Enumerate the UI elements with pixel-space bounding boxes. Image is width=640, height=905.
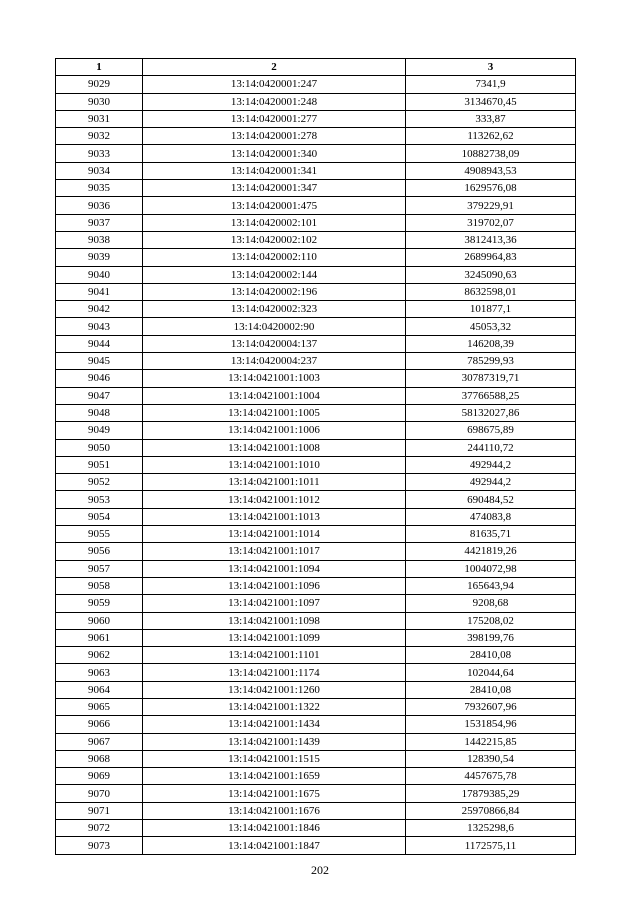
- row-number-cell: 9056: [56, 543, 143, 560]
- row-number-cell: 9067: [56, 733, 143, 750]
- table-row: [56, 231, 576, 248]
- value-cell: 492944,2: [406, 474, 576, 491]
- cadastral-number-cell: 13:14:0421001:1675: [143, 785, 406, 802]
- row-number-cell: 9065: [56, 698, 143, 715]
- table-row: [56, 664, 576, 681]
- row-number-cell: 9049: [56, 422, 143, 439]
- cadastral-number-cell: 13:14:0421001:1006: [143, 422, 406, 439]
- cadastral-number-cell: 13:14:0420004:237: [143, 353, 406, 370]
- row-number-cell: 9064: [56, 681, 143, 698]
- cadastral-number-cell: 13:14:0420004:137: [143, 335, 406, 352]
- row-number-cell: 9055: [56, 526, 143, 543]
- table-row: [56, 647, 576, 664]
- cadastral-number-cell: 13:14:0420001:278: [143, 128, 406, 145]
- row-number-cell: 9042: [56, 301, 143, 318]
- table-row: [56, 526, 576, 543]
- cadastral-number-cell: 13:14:0421001:1174: [143, 664, 406, 681]
- row-number-cell: 9029: [56, 76, 143, 93]
- table-row: [56, 474, 576, 491]
- row-number-cell: 9070: [56, 785, 143, 802]
- cadastral-number-cell: 13:14:0420002:90: [143, 318, 406, 335]
- table-row: [56, 387, 576, 404]
- row-number-cell: 9031: [56, 110, 143, 127]
- table-row: [56, 456, 576, 473]
- cadastral-number-cell: 13:14:0421001:1094: [143, 560, 406, 577]
- cadastral-number-cell: 13:14:0421001:1014: [143, 526, 406, 543]
- page-number: 202: [311, 863, 329, 877]
- table-row: [56, 76, 576, 93]
- value-cell: 7341,9: [406, 76, 576, 93]
- value-cell: 3245090,63: [406, 266, 576, 283]
- value-cell: 113262,62: [406, 128, 576, 145]
- cadastral-number-cell: 13:14:0421001:1434: [143, 716, 406, 733]
- table-row: [56, 283, 576, 300]
- value-cell: 492944,2: [406, 456, 576, 473]
- table-row: [56, 560, 576, 577]
- row-number-cell: 9045: [56, 353, 143, 370]
- row-number-cell: 9032: [56, 128, 143, 145]
- row-number-cell: 9066: [56, 716, 143, 733]
- value-cell: 1531854,96: [406, 716, 576, 733]
- cadastral-number-cell: 13:14:0421001:1099: [143, 629, 406, 646]
- row-number-cell: 9061: [56, 629, 143, 646]
- cadastral-number-cell: 13:14:0421001:1846: [143, 820, 406, 837]
- row-number-cell: 9038: [56, 231, 143, 248]
- row-number-cell: 9041: [56, 283, 143, 300]
- table-row: [56, 422, 576, 439]
- table-row: [56, 750, 576, 767]
- cadastral-number-cell: 13:14:0421001:1659: [143, 768, 406, 785]
- table-row: [56, 266, 576, 283]
- row-number-cell: 9048: [56, 404, 143, 421]
- cadastral-number-cell: 13:14:0421001:1008: [143, 439, 406, 456]
- cadastral-number-cell: 13:14:0421001:1101: [143, 647, 406, 664]
- row-number-cell: 9060: [56, 612, 143, 629]
- table-body: [56, 76, 576, 854]
- table-row: [56, 180, 576, 197]
- value-cell: 785299,93: [406, 353, 576, 370]
- column-header-1: 1: [56, 59, 143, 76]
- table-row: [56, 768, 576, 785]
- value-cell: 128390,54: [406, 750, 576, 767]
- table-row: [56, 93, 576, 110]
- value-cell: 3812413,36: [406, 231, 576, 248]
- value-cell: 175208,02: [406, 612, 576, 629]
- value-cell: 690484,52: [406, 491, 576, 508]
- table-row: [56, 698, 576, 715]
- value-cell: 4908943,53: [406, 162, 576, 179]
- value-cell: 7932607,96: [406, 698, 576, 715]
- table-row: [56, 162, 576, 179]
- cadastral-number-cell: 13:14:0421001:1847: [143, 837, 406, 854]
- cadastral-number-cell: 13:14:0421001:1322: [143, 698, 406, 715]
- column-header-3: 3: [406, 59, 576, 76]
- table-row: [56, 128, 576, 145]
- value-cell: 37766588,25: [406, 387, 576, 404]
- cadastral-number-cell: 13:14:0421001:1011: [143, 474, 406, 491]
- cadastral-number-cell: 13:14:0420002:102: [143, 231, 406, 248]
- table-row: [56, 214, 576, 231]
- row-number-cell: 9072: [56, 820, 143, 837]
- cadastral-number-cell: 13:14:0420001:340: [143, 145, 406, 162]
- table-row: [56, 335, 576, 352]
- row-number-cell: 9069: [56, 768, 143, 785]
- table-row: [56, 370, 576, 387]
- cadastral-number-cell: 13:14:0420001:341: [143, 162, 406, 179]
- cadastral-number-cell: 13:14:0420002:323: [143, 301, 406, 318]
- column-header-2: 2: [143, 59, 406, 76]
- cadastral-number-cell: 13:14:0421001:1003: [143, 370, 406, 387]
- cadastral-number-cell: 13:14:0421001:1013: [143, 508, 406, 525]
- cadastral-number-cell: 13:14:0421001:1010: [143, 456, 406, 473]
- value-cell: 3134670,45: [406, 93, 576, 110]
- row-number-cell: 9043: [56, 318, 143, 335]
- row-number-cell: 9033: [56, 145, 143, 162]
- value-cell: 58132027,86: [406, 404, 576, 421]
- table-row: [56, 837, 576, 854]
- cadastral-number-cell: 13:14:0420002:110: [143, 249, 406, 266]
- cadastral-number-cell: 13:14:0421001:1098: [143, 612, 406, 629]
- table-row: [56, 577, 576, 594]
- value-cell: 1325298,6: [406, 820, 576, 837]
- table-row: [56, 404, 576, 421]
- table-row: [56, 197, 576, 214]
- row-number-cell: 9059: [56, 595, 143, 612]
- row-number-cell: 9039: [56, 249, 143, 266]
- value-cell: 102044,64: [406, 664, 576, 681]
- cadastral-number-cell: 13:14:0420001:248: [143, 93, 406, 110]
- cadastral-number-cell: 13:14:0421001:1515: [143, 750, 406, 767]
- value-cell: 8632598,01: [406, 283, 576, 300]
- table-row: [56, 820, 576, 837]
- value-cell: 28410,08: [406, 681, 576, 698]
- value-cell: 379229,91: [406, 197, 576, 214]
- value-cell: 165643,94: [406, 577, 576, 594]
- value-cell: 319702,07: [406, 214, 576, 231]
- row-number-cell: 9054: [56, 508, 143, 525]
- value-cell: 244110,72: [406, 439, 576, 456]
- cadastral-number-cell: 13:14:0421001:1012: [143, 491, 406, 508]
- row-number-cell: 9037: [56, 214, 143, 231]
- row-number-cell: 9073: [56, 837, 143, 854]
- value-cell: 146208,39: [406, 335, 576, 352]
- row-number-cell: 9058: [56, 577, 143, 594]
- row-number-cell: 9044: [56, 335, 143, 352]
- table-row: [56, 733, 576, 750]
- row-number-cell: 9062: [56, 647, 143, 664]
- value-cell: 10882738,09: [406, 145, 576, 162]
- header-row: [56, 59, 576, 76]
- value-cell: 28410,08: [406, 647, 576, 664]
- cadastral-number-cell: 13:14:0421001:1004: [143, 387, 406, 404]
- row-number-cell: 9063: [56, 664, 143, 681]
- row-number-cell: 9035: [56, 180, 143, 197]
- row-number-cell: 9051: [56, 456, 143, 473]
- value-cell: 17879385,29: [406, 785, 576, 802]
- value-cell: 9208,68: [406, 595, 576, 612]
- row-number-cell: 9040: [56, 266, 143, 283]
- row-number-cell: 9050: [56, 439, 143, 456]
- row-number-cell: 9071: [56, 802, 143, 819]
- value-cell: 45053,32: [406, 318, 576, 335]
- value-cell: 1004072,98: [406, 560, 576, 577]
- value-cell: 698675,89: [406, 422, 576, 439]
- table-row: [56, 318, 576, 335]
- table-row: [56, 249, 576, 266]
- cadastral-number-cell: 13:14:0420002:144: [143, 266, 406, 283]
- table-row: [56, 612, 576, 629]
- table-row: [56, 508, 576, 525]
- cadastral-number-cell: 13:14:0420001:277: [143, 110, 406, 127]
- table-row: [56, 110, 576, 127]
- row-number-cell: 9030: [56, 93, 143, 110]
- cadastral-number-cell: 13:14:0420002:196: [143, 283, 406, 300]
- row-number-cell: 9053: [56, 491, 143, 508]
- value-cell: 333,87: [406, 110, 576, 127]
- value-cell: 398199,76: [406, 629, 576, 646]
- table-row: [56, 543, 576, 560]
- cadastral-number-cell: 13:14:0421001:1097: [143, 595, 406, 612]
- value-cell: 4457675,78: [406, 768, 576, 785]
- table-row: [56, 353, 576, 370]
- value-cell: 1442215,85: [406, 733, 576, 750]
- value-cell: 4421819,26: [406, 543, 576, 560]
- table-row: [56, 629, 576, 646]
- cadastral-number-cell: 13:14:0421001:1676: [143, 802, 406, 819]
- table-row: [56, 716, 576, 733]
- cadastral-number-cell: 13:14:0421001:1096: [143, 577, 406, 594]
- row-number-cell: 9036: [56, 197, 143, 214]
- data-table: [55, 58, 576, 855]
- table-row: [56, 785, 576, 802]
- table-row: [56, 439, 576, 456]
- cadastral-number-cell: 13:14:0421001:1017: [143, 543, 406, 560]
- cadastral-number-cell: 13:14:0420001:475: [143, 197, 406, 214]
- cadastral-number-cell: 13:14:0421001:1260: [143, 681, 406, 698]
- value-cell: 1172575,11: [406, 837, 576, 854]
- table-row: [56, 802, 576, 819]
- value-cell: 2689964,83: [406, 249, 576, 266]
- cadastral-number-cell: 13:14:0420002:101: [143, 214, 406, 231]
- row-number-cell: 9047: [56, 387, 143, 404]
- cadastral-number-cell: 13:14:0421001:1439: [143, 733, 406, 750]
- value-cell: 25970866,84: [406, 802, 576, 819]
- table-row: [56, 145, 576, 162]
- cadastral-number-cell: 13:14:0420001:247: [143, 76, 406, 93]
- row-number-cell: 9034: [56, 162, 143, 179]
- row-number-cell: 9068: [56, 750, 143, 767]
- row-number-cell: 9046: [56, 370, 143, 387]
- row-number-cell: 9052: [56, 474, 143, 491]
- cadastral-number-cell: 13:14:0420001:347: [143, 180, 406, 197]
- value-cell: 30787319,71: [406, 370, 576, 387]
- table-row: [56, 491, 576, 508]
- table-row: [56, 301, 576, 318]
- cadastral-number-cell: 13:14:0421001:1005: [143, 404, 406, 421]
- value-cell: 1629576,08: [406, 180, 576, 197]
- value-cell: 101877,1: [406, 301, 576, 318]
- row-number-cell: 9057: [56, 560, 143, 577]
- value-cell: 474083,8: [406, 508, 576, 525]
- table-row: [56, 595, 576, 612]
- table-row: [56, 681, 576, 698]
- value-cell: 81635,71: [406, 526, 576, 543]
